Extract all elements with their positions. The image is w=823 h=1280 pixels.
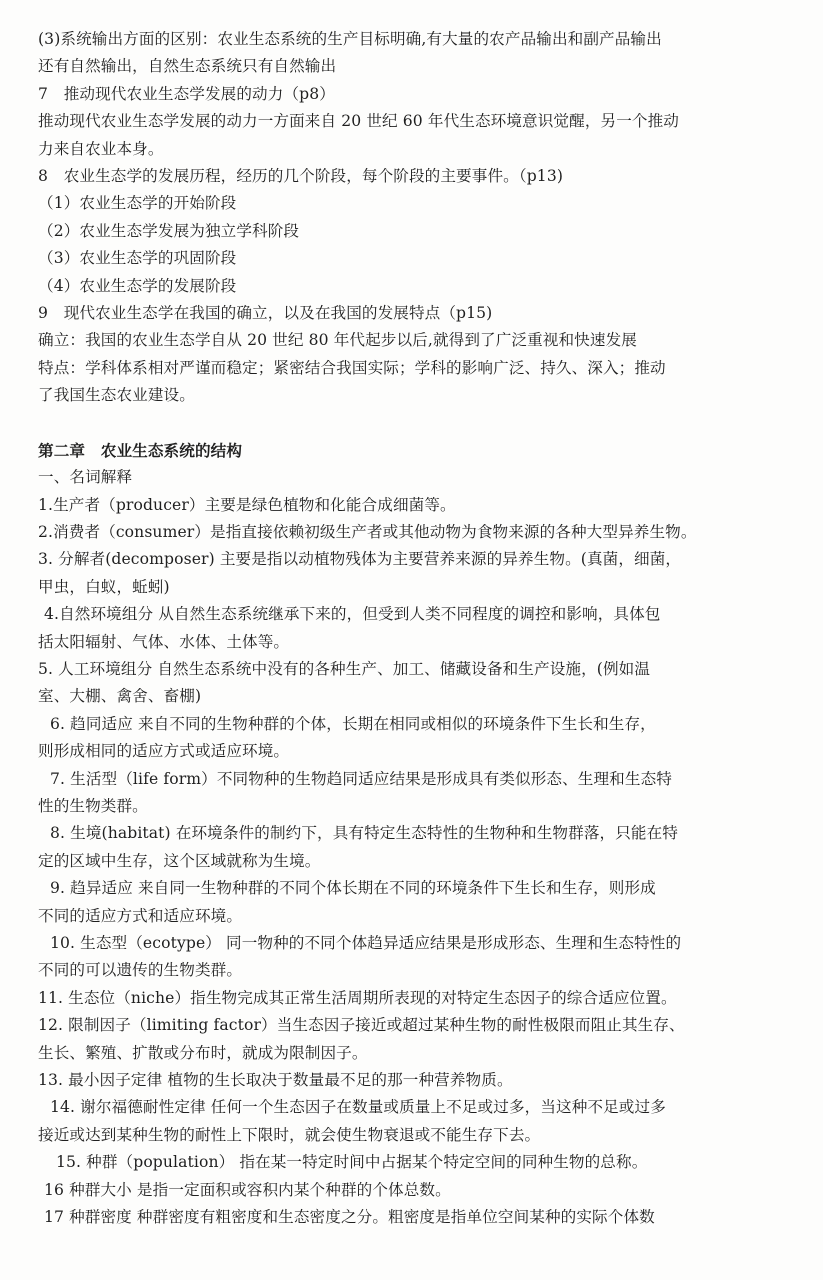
- definition-line: 13. 最小因子定律 植物的生长取决于数量最不足的那一种营养物质。: [38, 1071, 513, 1090]
- definition-line: 16 种群大小 是指一定面积或容积内某个种群的个体总数。: [44, 1180, 451, 1199]
- definition-line: 定的区域中生存，这个区域就称为生境。: [38, 851, 321, 870]
- definition-line: 11. 生态位（niche）指生物完成其正常生活周期所表现的对特定生态因子的综合适应位置。: [38, 988, 677, 1007]
- definition-line: 性的生物类群。: [38, 796, 148, 815]
- section-gap: [38, 410, 789, 437]
- text-line: 还有自然输出，自然生态系统只有自然输出: [38, 57, 337, 76]
- definition-line: 17 种群密度 种群密度有粗密度和生态密度之分。粗密度是指单位空间某种的实际个体数: [44, 1208, 655, 1227]
- definition-line: 则形成相同的适应方式或适应环境。: [38, 742, 290, 761]
- definition-line: 3. 分解者(decomposer) 主要是指以动植物残体为主要营养来源的异养生物。(真菌，细菌，: [38, 550, 682, 569]
- text-line: (3)系统输出方面的区别：农业生态系统的生产目标明确,有大量的农产品输出和副产品输出: [38, 30, 662, 48]
- definition-line: 12. 限制因子（limiting factor）当生态因子接近或超过某种生物的耐性极限而阻止其生存、: [38, 1016, 685, 1035]
- text-line: （4）农业生态学的发展阶段: [38, 276, 237, 295]
- text-line: 确立：我国的农业生态学自从 20 世纪 80 年代起步以后,就得到了广泛重视和快速发展: [38, 331, 637, 350]
- definition-line: 4.自然环境组分 从自然生态系统继承下来的，但受到人类不同程度的调控和影响，具体包: [44, 605, 661, 624]
- text-line: （2）农业生态学发展为独立学科阶段: [38, 221, 300, 240]
- definition-line: 不同的可以遗传的生物类群。: [38, 961, 243, 980]
- text-line: 了我国生态农业建设。: [38, 386, 195, 405]
- definition-line: 生长、繁殖、扩散或分布时，就成为限制因子。: [38, 1043, 368, 1062]
- text-line: 力来自农业本身。: [38, 139, 164, 158]
- definition-line: 甲虫，白蚁，蚯蚓): [38, 577, 170, 596]
- definition-line: 14. 谢尔福德耐性定律 任何一个生态因子在数量或质量上不足或过多，当这种不足或过多: [50, 1098, 666, 1117]
- text-line: 8 农业生态学的发展历程，经历的几个阶段，每个阶段的主要事件。（p13): [38, 167, 564, 186]
- definition-line: 9. 趋异适应 来自同一生物种群的不同个体长期在不同的环境条件下生长和生存，则形成: [50, 879, 656, 898]
- definition-line: 1.生产者（producer）主要是绿色植物和化能合成细菌等。: [38, 495, 456, 514]
- section-subheading: 一、名词解释: [38, 468, 133, 487]
- definition-line: 2.消费者（consumer）是指直接依赖初级生产者或其他动物为食物来源的各种大型异养生物。: [38, 522, 697, 541]
- text-line: 9 现代农业生态学在我国的确立，以及在我国的发展特点（p15): [38, 304, 493, 323]
- definition-line: 5. 人工环境组分 自然生态系统中没有的各种生产、加工、储藏设备和生产设施，(例如温: [38, 659, 651, 678]
- text-line: 推动现代农业生态学发展的动力一方面来自 20 世纪 60 年代生态环境意识觉醒，另一个推动: [38, 112, 679, 131]
- definition-line: 8. 生境(habitat) 在环境条件的制约下，具有特定生态特性的生物种和生物群落，只能在特: [50, 824, 678, 843]
- definition-line: 7. 生活型（life form）不同物种的生物趋同适应结果是形成具有类似形态、生理和生态特: [50, 769, 672, 788]
- chapter-heading: 第二章 农业生态系统的结构: [38, 440, 243, 460]
- definition-line: 6. 趋同适应 来自不同的生物种群的个体，长期在相同或相似的环境条件下生长和生存，: [50, 714, 656, 733]
- definition-line: 接近或达到某种生物的耐性上下限时，就会使生物衰退或不能生存下去。: [38, 1125, 541, 1144]
- definition-line: 室、大棚、禽舍、畜棚): [38, 687, 202, 706]
- definition-line: 括太阳辐射、气体、水体、土体等。: [38, 632, 290, 651]
- text-line: （3）农业生态学的巩固阶段: [38, 249, 237, 268]
- text-line: （1）农业生态学的开始阶段: [38, 194, 237, 213]
- definition-line: 不同的适应方式和适应环境。: [38, 906, 243, 925]
- text-line: 7 推动现代农业生态学发展的动力（p8）: [38, 84, 335, 103]
- definition-line: 15. 种群（population） 指在某一特定时间中占据某个特定空间的同种生物的总称。: [56, 1153, 648, 1172]
- text-line: 特点：学科体系相对严谨而稳定；紧密结合我国实际；学科的影响广泛、持久、深入；推动: [38, 358, 666, 377]
- definition-line: 10. 生态型（ecotype） 同一物种的不同个体趋异适应结果是形成形态、生理和生态特性的: [50, 934, 682, 952]
